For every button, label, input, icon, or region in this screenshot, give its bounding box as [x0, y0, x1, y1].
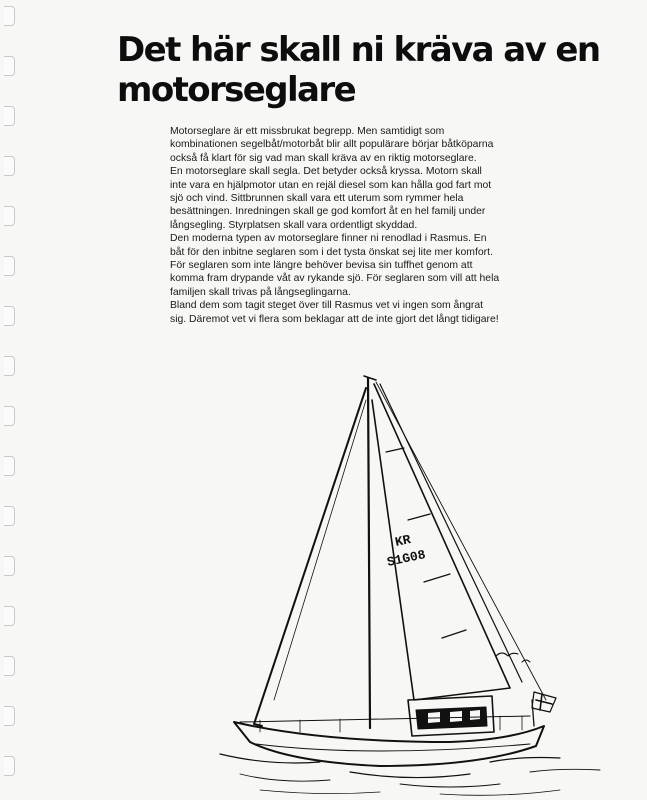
sailboat-illustration: [200, 370, 630, 800]
binding-hole: [4, 706, 15, 726]
bird: [496, 653, 518, 656]
binding-hole: [4, 456, 15, 476]
hull: [234, 722, 544, 766]
main-sail: [372, 384, 510, 700]
binding-hole: [4, 256, 15, 276]
binding-hole: [4, 56, 15, 76]
mast: [368, 378, 370, 728]
binding-hole: [4, 6, 15, 26]
article-body: [170, 125, 500, 326]
sail-number-line2: S1G08: [385, 547, 427, 570]
paragraph: Bland dem som tagit steget över till Rasmus vet vi ingen som ångrat sig. Däremot vet vi flera som beklagar att de inte gjort det långt tidigare!: [170, 300, 499, 325]
paragraph: Den moderna typen av motorseglare finner ni renodlad i Rasmus. En båt för den inbitne seglaren som i det tysta önskat sej lite mer komfort. För seglaren som inte längre behöver bevisa sin tuffhet genom att komma fram drypande våt av rykande sjö. För seglaren som vill att hela familjen skall trivas på långseglingarna.: [170, 233, 500, 298]
binding-hole: [4, 356, 15, 376]
binding-hole: [4, 556, 15, 576]
sail-number-line1: KR: [393, 531, 413, 550]
binding-hole: [4, 106, 15, 126]
binding-hole: [4, 156, 15, 176]
binding-hole: [4, 756, 15, 776]
binding-hole: [4, 656, 15, 676]
binding-hole: [4, 506, 15, 526]
page-title: Det här skall ni kräva av en motorseglare: [117, 30, 600, 110]
binding-hole: [4, 606, 15, 626]
binding-hole: [4, 206, 15, 226]
binding-hole: [4, 306, 15, 326]
paragraph: Motorseglare är ett missbrukat begrepp. Men samtidigt som kombinationen segelbåt/motorbåt blir allt populärare börjar båtköparna också få klart för sig vad man skall kräva av en riktig motorseglare.: [170, 126, 494, 164]
spiral-binding: [0, 0, 22, 800]
paragraph: En motorseglare skall segla. Det betyder också kryssa. Motorn skall inte vara en hjälpmotor utan en rejäl diesel som kan hålla god fart mot sjö och vind. Sittbrunnen skall vara ett uterum som rymmer hela besättningen. Inredningen skall ge god komfort åt en hel familj under långsegling. Styrplatsen skall vara ordentligt skyddad.: [170, 166, 492, 231]
jib-sail: [254, 388, 366, 726]
binding-hole: [4, 406, 15, 426]
